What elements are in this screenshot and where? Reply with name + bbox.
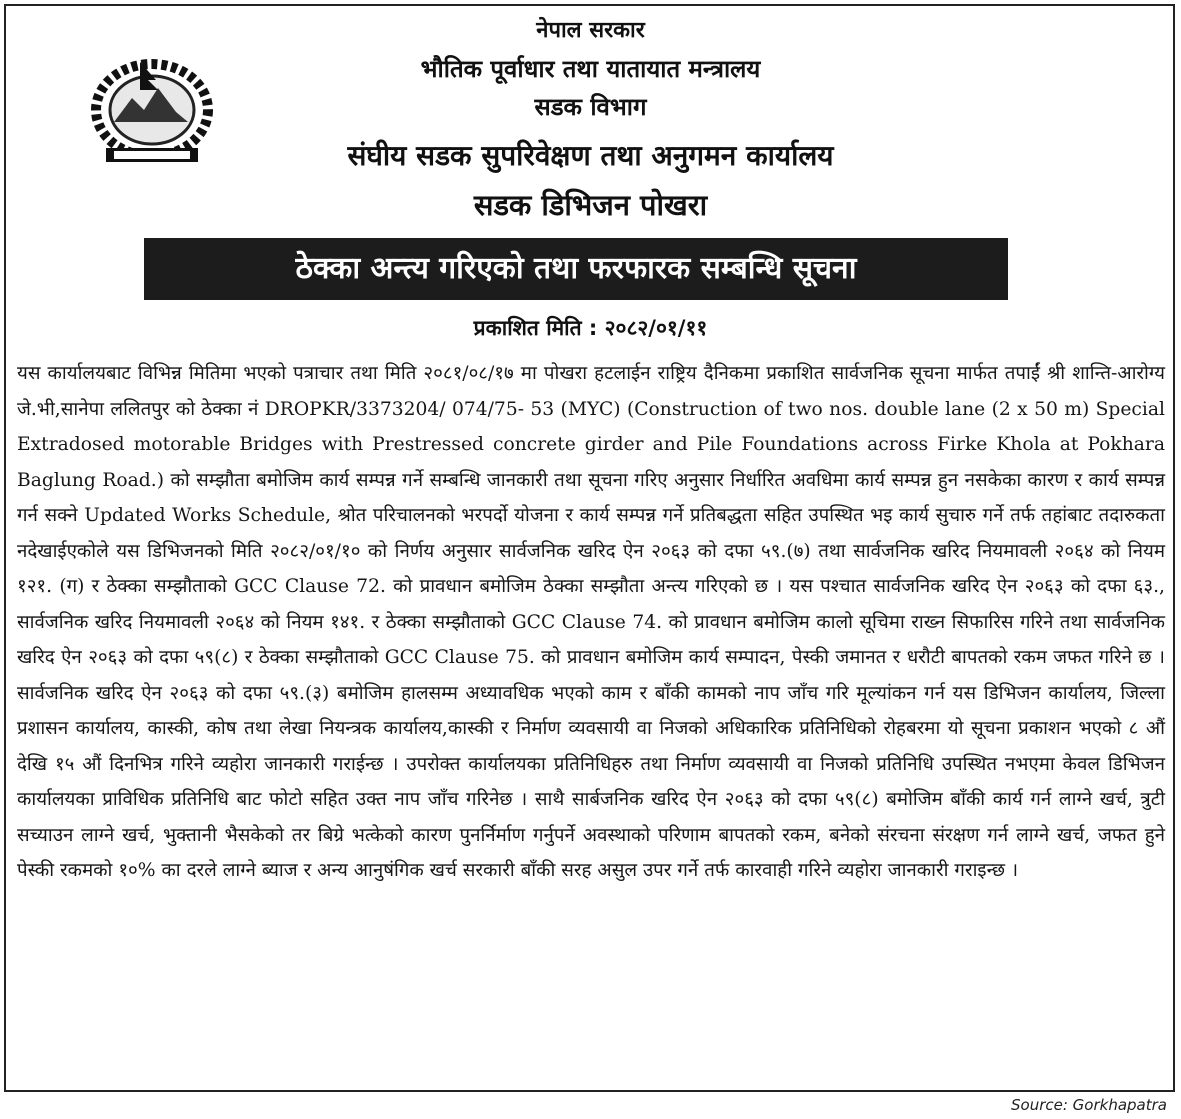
header-government: नेपाल सरकार	[536, 18, 645, 43]
source-credit: Source: Gorkhapatra	[1011, 1096, 1167, 1114]
header-division: सडक डिभिजन पोखरा	[473, 188, 708, 222]
header-ministry: भौतिक पूर्वाधार तथा यातायात मन्त्रालय	[420, 55, 761, 83]
published-date: प्रकाशित मिति : २०८२/०१/११	[473, 316, 708, 340]
notice-body: यस कार्यालयबाट विभिन्न मितिमा भएको पत्राचार तथा मिति २०८१/०८/१७ मा पोखरा हटलाईन राष्ट्रिय दैनिकमा प्रकाशित सार्वजनिक सूचना मार्फत तपाईं श्री शान्ति-आरोग्य जे.भी,सानेपा ललितपुर को ठेक्का नं DROPKR/3373204/ 074/75- 53 (MYC) (Construction of two nos. double lane (2 x 50 m) Special Extradosed motorable Bridges with Prestressed concrete girder and Pile Foundations across Firke Khola at Pokhara Baglung Road.) को सम्झौता बमोजिम कार्य सम्पन्न गर्ने सम्बन्धि जानकारी तथा सूचना गरिए अनुसार निर्धारित अवधिमा कार्य सम्पन्न हुन नसकेका कारण र कार्य सम्पन्न गर्न सक्ने Updated Works Schedule, श्रोत परिचालनको भरपर्दो योजना र कार्य सम्पन्न गर्ने प्रतिबद्धता सहित उपस्थित भइ कार्य सुचारु गर्ने तर्फ तहांबाट तदारुकता नदेखाईएकोले यस डिभिजनको मिति २०८२/०१/१० को निर्णय अनुसार सार्वजनिक खरिद ऐन २०६३ को दफा ५९.(७) तथा सार्वजनिक खरिद नियमावली २०६४ को नियम १२१. (ग) र ठेक्का सम्झौताको GCC Clause 72. को प्रावधान बमोजिम ठेक्का सम्झौता अन्त्य गरिएको छ । यस पश्चात सार्वजनिक खरिद ऐन २०६३ को दफा ६३., सार्वजनिक खरिद नियमावली २०६४ को नियम १४१. र ठेक्का सम्झौताको GCC Clause 74. को प्रावधान बमोजिम कालो सूचिमा राख्न सिफारिस गरिने तथा सार्वजनिक खरिद ऐन २०६३ को दफा ५९(८) र ठेक्का सम्झौताको GCC Clause 75. को प्रावधान बमोजिम कार्य सम्पादन, पेस्की जमानत र धरौटी बापतको रकम जफत गरिने छ । सार्वजनिक खरिद ऐन २०६३ को दफा ५९.(३) बमोजिम हालसम्म अध्यावधिक भएको काम र बाँकी कामको नाप जाँच गरि मूल्यांकन गर्न यस डिभिजन कार्यालय, जिल्ला प्रशासन कार्यालय, कास्की, कोष तथा लेखा नियन्त्रक कार्यालय,कास्की र निर्माण व्यवसायी वा निजको अधिकारिक प्रतिनिधिको रोहबरमा यो सूचना प्रकाशन भएको ८ औं देखि १५ औं दिनभित्र गरिने व्यहोरा जानकारी गराईन्छ । उपरोक्त कार्यालयका प्रतिनिधिहरु तथा निर्माण व्यवसायी वा निजको प्रतिनिधि उपस्थित नभएमा केवल डिभिजन कार्यालयका प्राविधिक प्रतिनिधि बाट फोटो सहित उक्त नाप जाँच गरिनेछ । साथै सार्बजनिक खरिद ऐन २०६३ को दफा ५९(८) बमोजिम बाँकी कार्य गर्न लाग्ने खर्च, त्रुटी सच्याउन लाग्ने खर्च, भुक्तानी भैसकेको तर बिग्रे भत्केको कारण पुनर्निर्माण गर्नुपर्ने अवस्थाको परिणाम बापतको रकम, बनेको संरचना संरक्षण गर्न लाग्ने खर्च, जफत हुने पेस्की रकमको १०% का दरले लाग्ने ब्याज र अन्य आनुषंगिक खर्च सरकारी बाँकी सरह असुल उपर गर्ने तर्फ कारवाही गरिने व्यहोरा जानकारी गराइन्छ ।	[17, 363, 1166, 881]
header-department: सडक विभाग	[534, 93, 647, 121]
notice-title-banner: ठेक्का अन्त्य गरिएको तथा फरफारक सम्बन्धि सूचना	[144, 238, 1008, 300]
header-office: संघीय सडक सुपरिवेक्षण तथा अनुगमन कार्यालय	[347, 139, 834, 172]
